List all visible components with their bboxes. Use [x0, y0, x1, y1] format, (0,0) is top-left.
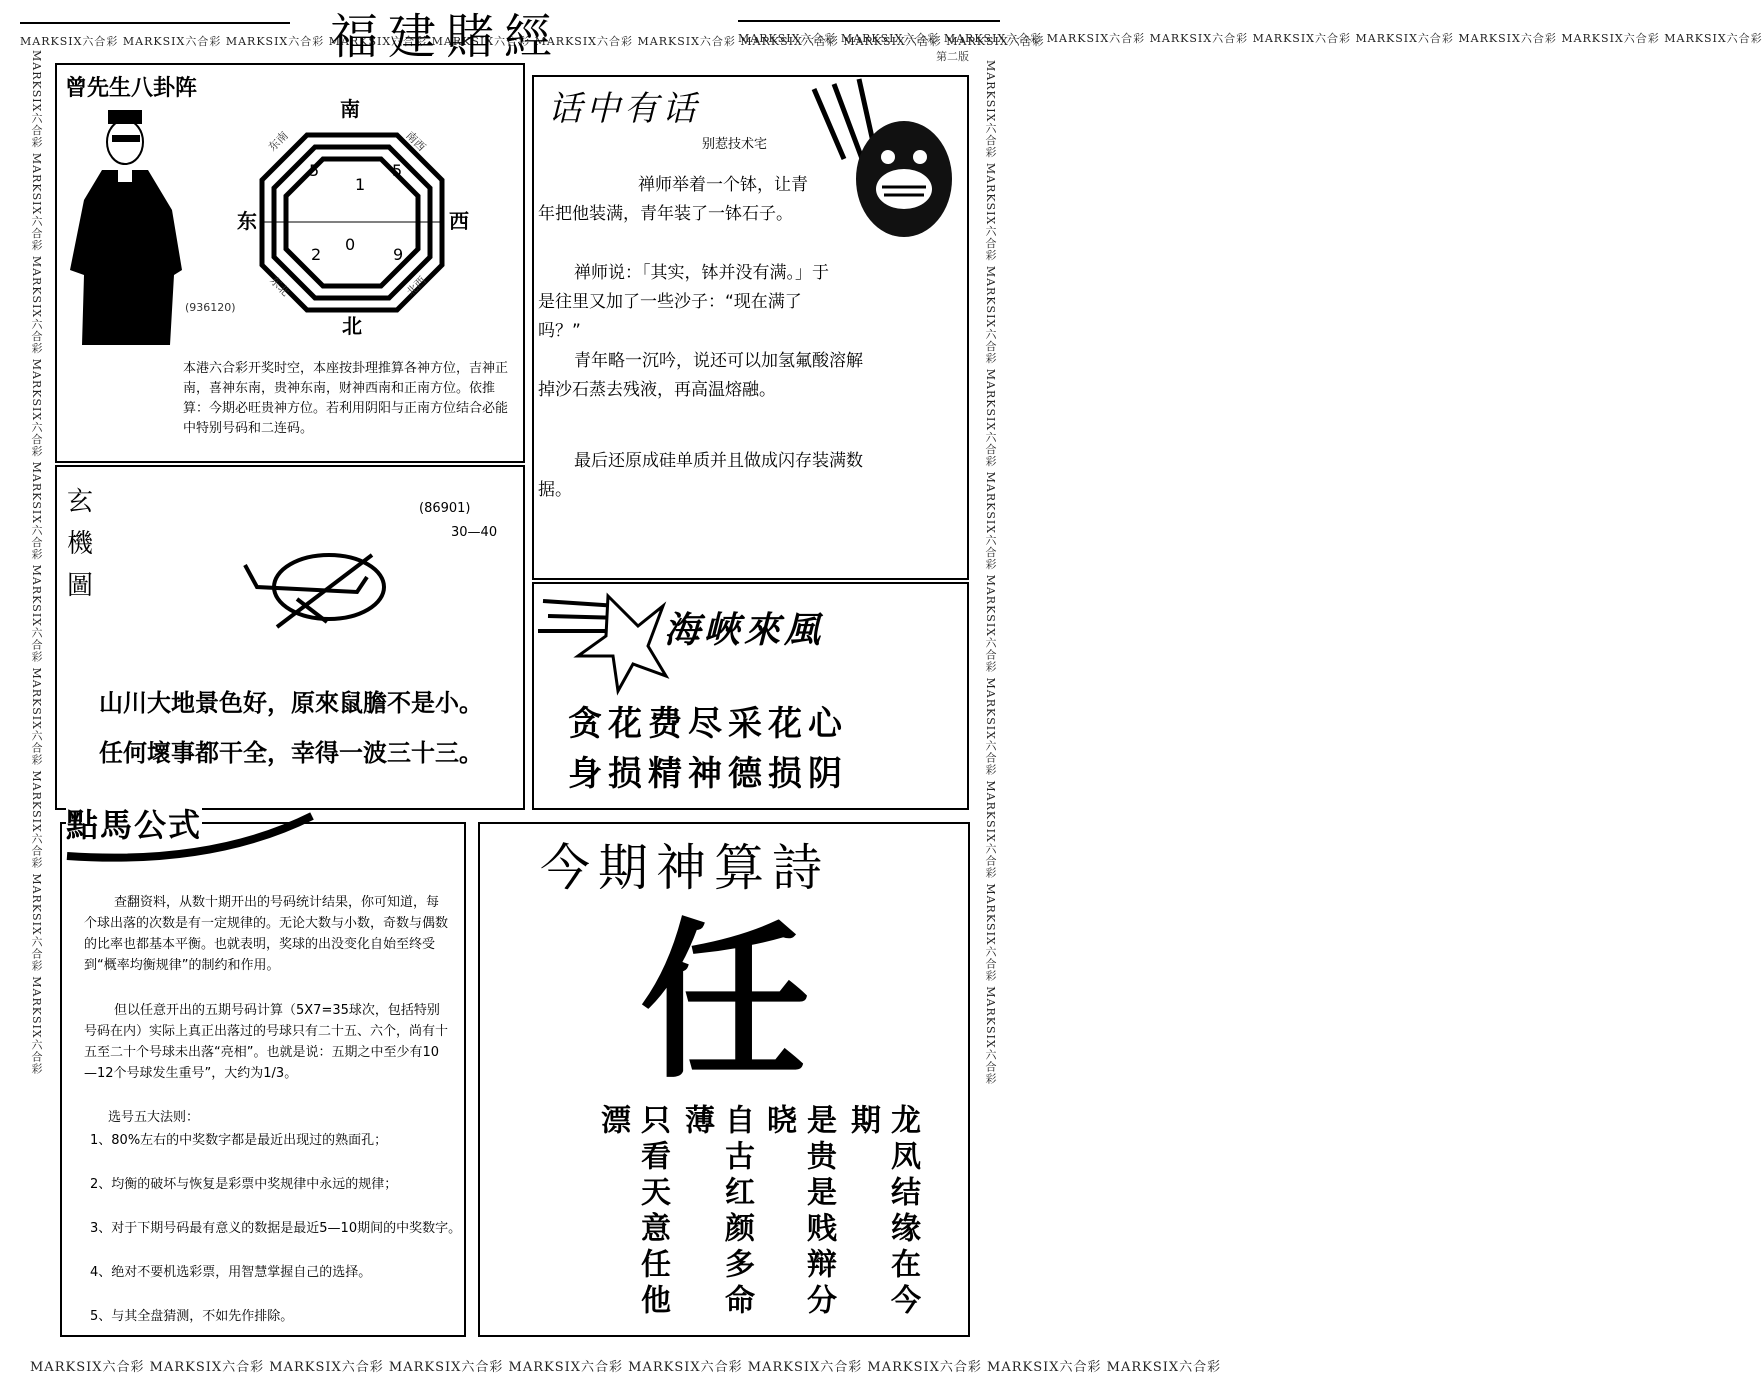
poem-col-2: 是贵是贱辩分晓 [761, 1104, 836, 1320]
dir-w: 西 [449, 209, 469, 233]
xuanji-range: 30—40 [451, 525, 498, 540]
edition-label: 第二版 [936, 50, 969, 63]
story-para-2: 禅师说：「其实，钵并没有满。」于是往里又加了一些沙子：“现在满了吗？” [538, 263, 829, 341]
poem-col-3: 自古红颜多命薄 [679, 1104, 754, 1320]
num-top-center: 1 [355, 175, 366, 194]
dir-n: 南 [340, 97, 360, 121]
xuanji-line-2: 任何壞事都干全，幸得一波三十三。 [99, 739, 483, 767]
story-author: 别惹技术宅 [702, 137, 768, 152]
story-para-3: 青年略一沉吟，说还可以加氢氟酸溶解掉沙石蒸去残液，再高温熔融。 [538, 351, 863, 400]
page-title: 福建賭經 [330, 9, 563, 65]
dir-se: 东北 [267, 273, 293, 299]
cartoon-face [804, 79, 969, 244]
rule-1: 1、80%左右的中奖数字都是最近出现过的熟面孔； [90, 1133, 388, 1148]
story-para-4: 最后还原成硅单质并且做成闪存装满数据。 [538, 451, 863, 500]
poem-col-1: 龙凤结缘在今期 [845, 1104, 920, 1320]
num-top-left: 5 [309, 161, 320, 180]
shensuan-box [478, 822, 970, 1337]
photo-code: (936120) [185, 301, 236, 314]
title-rule-right [738, 20, 1000, 22]
person-photo [62, 100, 202, 350]
rule-5: 5、与其全盘猜测，不如先作排除。 [90, 1309, 294, 1324]
dir-sw: 北西 [403, 273, 429, 299]
xuanji-code: (86901) [419, 501, 471, 516]
rule-2: 2、均衡的破坏与恢复是彩票中奖规律中永远的规律； [90, 1177, 398, 1192]
dianma-para-1: 查翻资料，从数十期开出的号码统计结果，你可知道，每个球出落的次数是有一定规律的。无论大数与小数，奇数与偶数的比率也都基本平衡。也就表明，奖球的出没变化自始至终受到“概率均衡规律”的制约和作用。 [84, 895, 449, 973]
dianma-box [60, 806, 466, 1337]
xuanji-line-1: 山川大地景色好，原來鼠膽不是小。 [99, 689, 483, 717]
xuanji-drawing [237, 547, 407, 647]
xuanji-title: 玄機圖 [67, 487, 94, 601]
dir-ne: 东南 [265, 128, 291, 154]
num-bottom-left: 2 [311, 245, 322, 264]
haixia-title: 海峽來風 [664, 609, 825, 651]
bagua-text: 本港六合彩开奖时空，本座按卦理推算各神方位，吉神正南，喜神东南，贵神东南，财神西南和正南方位。依推算：今期必旺贵神方位。若利用阴阳与正南方位结合必能中特别号码和二连码。 [183, 361, 509, 436]
xuanji-box [55, 465, 525, 810]
poem-col-4: 只看天意任他漂 [595, 1104, 670, 1320]
haixia-box [532, 582, 969, 810]
burst-graphic [538, 586, 668, 696]
bagua-box [55, 63, 525, 463]
dir-s: 北 [342, 314, 362, 338]
left-strip: MARKSIX六合彩 MARKSIX六合彩 MARKSIX六合彩 MARKSIX六合彩 MARKSIX六合彩 MARKSIX六合彩 MARKSIX六合彩 MARKSIX六合彩 MARKSIX六合彩 MARKSIX六合彩 [30, 50, 43, 1075]
story-box [532, 75, 969, 580]
shensuan-title: 今期神算詩 [540, 839, 830, 897]
haixia-line-2: 身损精神德损阴 [568, 754, 848, 794]
shensuan-big-char: 任 [640, 902, 811, 1102]
num-top-right: 5 [392, 161, 403, 180]
num-bottom-center: 0 [345, 235, 356, 254]
dir-e: 东 [237, 209, 257, 233]
top-strip-left: MARKSIX六合彩 MARKSIX六合彩 MARKSIX六合彩 MARKSIX六合彩 MARKSIX六合彩 MARKSIX六合彩 MARKSIX六合彩 MARKSIX六合彩 MARKSIX六合彩 MARKSIX六合彩 [20, 35, 1045, 48]
dianma-para-2: 但以任意开出的五期号码计算（5X7=35球次，包括特别号码在内）实际上真正出落过的号球只有二十五、六个，尚有十五至二十个号球未出落“亮相”。也就是说：五期之中至少有10—12个号球发生重号”，大约为1/3。 [84, 1003, 449, 1081]
num-bottom-right: 9 [393, 245, 404, 264]
rule-4: 4、绝对不要机选彩票，用智慧掌握自己的选择。 [90, 1265, 372, 1280]
story-para-1: 禅师举着一个钵，让青年把他装满，青年装了一钵石子。 [538, 175, 808, 224]
rules-title: 选号五大法则： [108, 1110, 200, 1125]
bagua-title: 曾先生八卦阵 [65, 76, 198, 101]
rule-3: 3、对于下期号码最有意义的数据是最近5—10期间的中奖数字。 [90, 1221, 462, 1236]
bottom-strip: MARKSIX六合彩 MARKSIX六合彩 MARKSIX六合彩 MARKSIX六合彩 MARKSIX六合彩 MARKSIX六合彩 MARKSIX六合彩 MARKSIX六合彩 MARKSIX六合彩 MARKSIX六合彩 [30, 1360, 1222, 1375]
haixia-line-1: 贪花费尽采花心 [568, 704, 848, 744]
dir-nw: 南西 [403, 128, 429, 154]
story-title: 话中有话 [548, 89, 700, 129]
right-strip: MARKSIX六合彩 MARKSIX六合彩 MARKSIX六合彩 MARKSIX六合彩 MARKSIX六合彩 MARKSIX六合彩 MARKSIX六合彩 MARKSIX六合彩 MARKSIX六合彩 MARKSIX六合彩 [984, 60, 997, 1085]
title-rule-left [20, 22, 290, 24]
top-strip-right: MARKSIX六合彩 MARKSIX六合彩 MARKSIX六合彩 MARKSIX六合彩 MARKSIX六合彩 MARKSIX六合彩 MARKSIX六合彩 MARKSIX六合彩 MARKSIX六合彩 MARKSIX六合彩 [738, 32, 1763, 45]
dianma-title: 點馬公式 [66, 800, 202, 846]
